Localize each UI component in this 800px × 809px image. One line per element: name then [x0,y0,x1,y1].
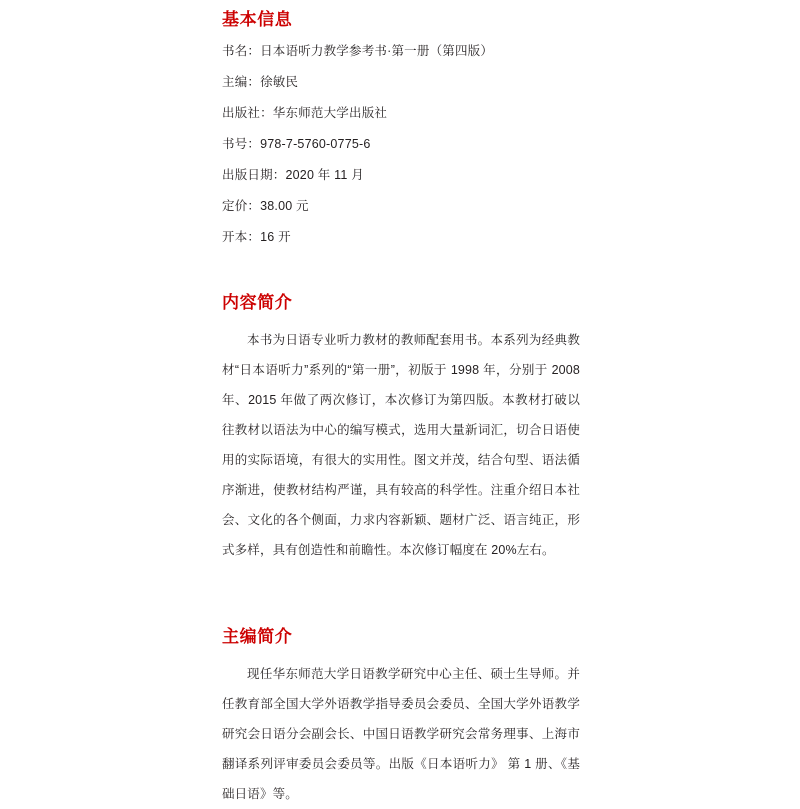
content-intro-paragraph: 本书为日语专业听力教材的教师配套用书。本系列为经典教材“日本语听力”系列的“第一册”，初版于 1998 年，分别于 2008 年、2015 年做了两次修订，本次修订为第四版。本教材打破以往教材以语法为中心的编写模式，选用大量新词汇，切合日语使用的实际语境，有很大的实用性。图文并茂，结合句型、语法循序渐进，使教材结构严谨，具有较高的科学性。注重介绍日本社会、文化的各个侧面，力求内容新颖、题材广泛、语言纯正，形式多样，具有创造性和前瞻性。本次修订幅度在 20%左右。 [222,333,580,557]
section-heading-editor-intro: 主编简介 [222,627,293,646]
info-row-editor: 主编：徐敏民 [222,75,299,89]
editor-intro-paragraph: 现任华东师范大学日语教学研究中心主任、硕士生导师。并任教育部全国大学外语教学指导委员会委员、全国大学外语教学研究会日语分会副会长、中国日语教学研究会常务理事、上海市翻译系列评审委员会委员等。出版《日本语听力》 第 1 册、《基础日语》等。 [222,667,580,801]
editor-intro-body [222,659,580,809]
info-row-publish-date: 出版日期：2020 年 11 月 [222,168,364,182]
section-editor-intro [222,627,292,647]
section-heading-content-intro: 内容简介 [222,293,293,312]
content-intro-body [222,325,580,565]
info-row-isbn: 书号：978-7-5760-0775-6 [222,137,371,151]
section-content-intro [222,293,292,313]
section-basic-info [222,10,292,30]
info-row-format: 开本：16 开 [222,230,291,244]
info-row-price: 定价：38.00 元 [222,199,309,213]
section-heading-basic-info: 基本信息 [222,10,293,29]
basic-info-list [222,44,580,261]
info-row-publisher: 出版社：华东师范大学出版社 [222,106,388,120]
info-row-title: 书名：日本语听力教学参考书·第一册（第四版） [222,44,494,58]
